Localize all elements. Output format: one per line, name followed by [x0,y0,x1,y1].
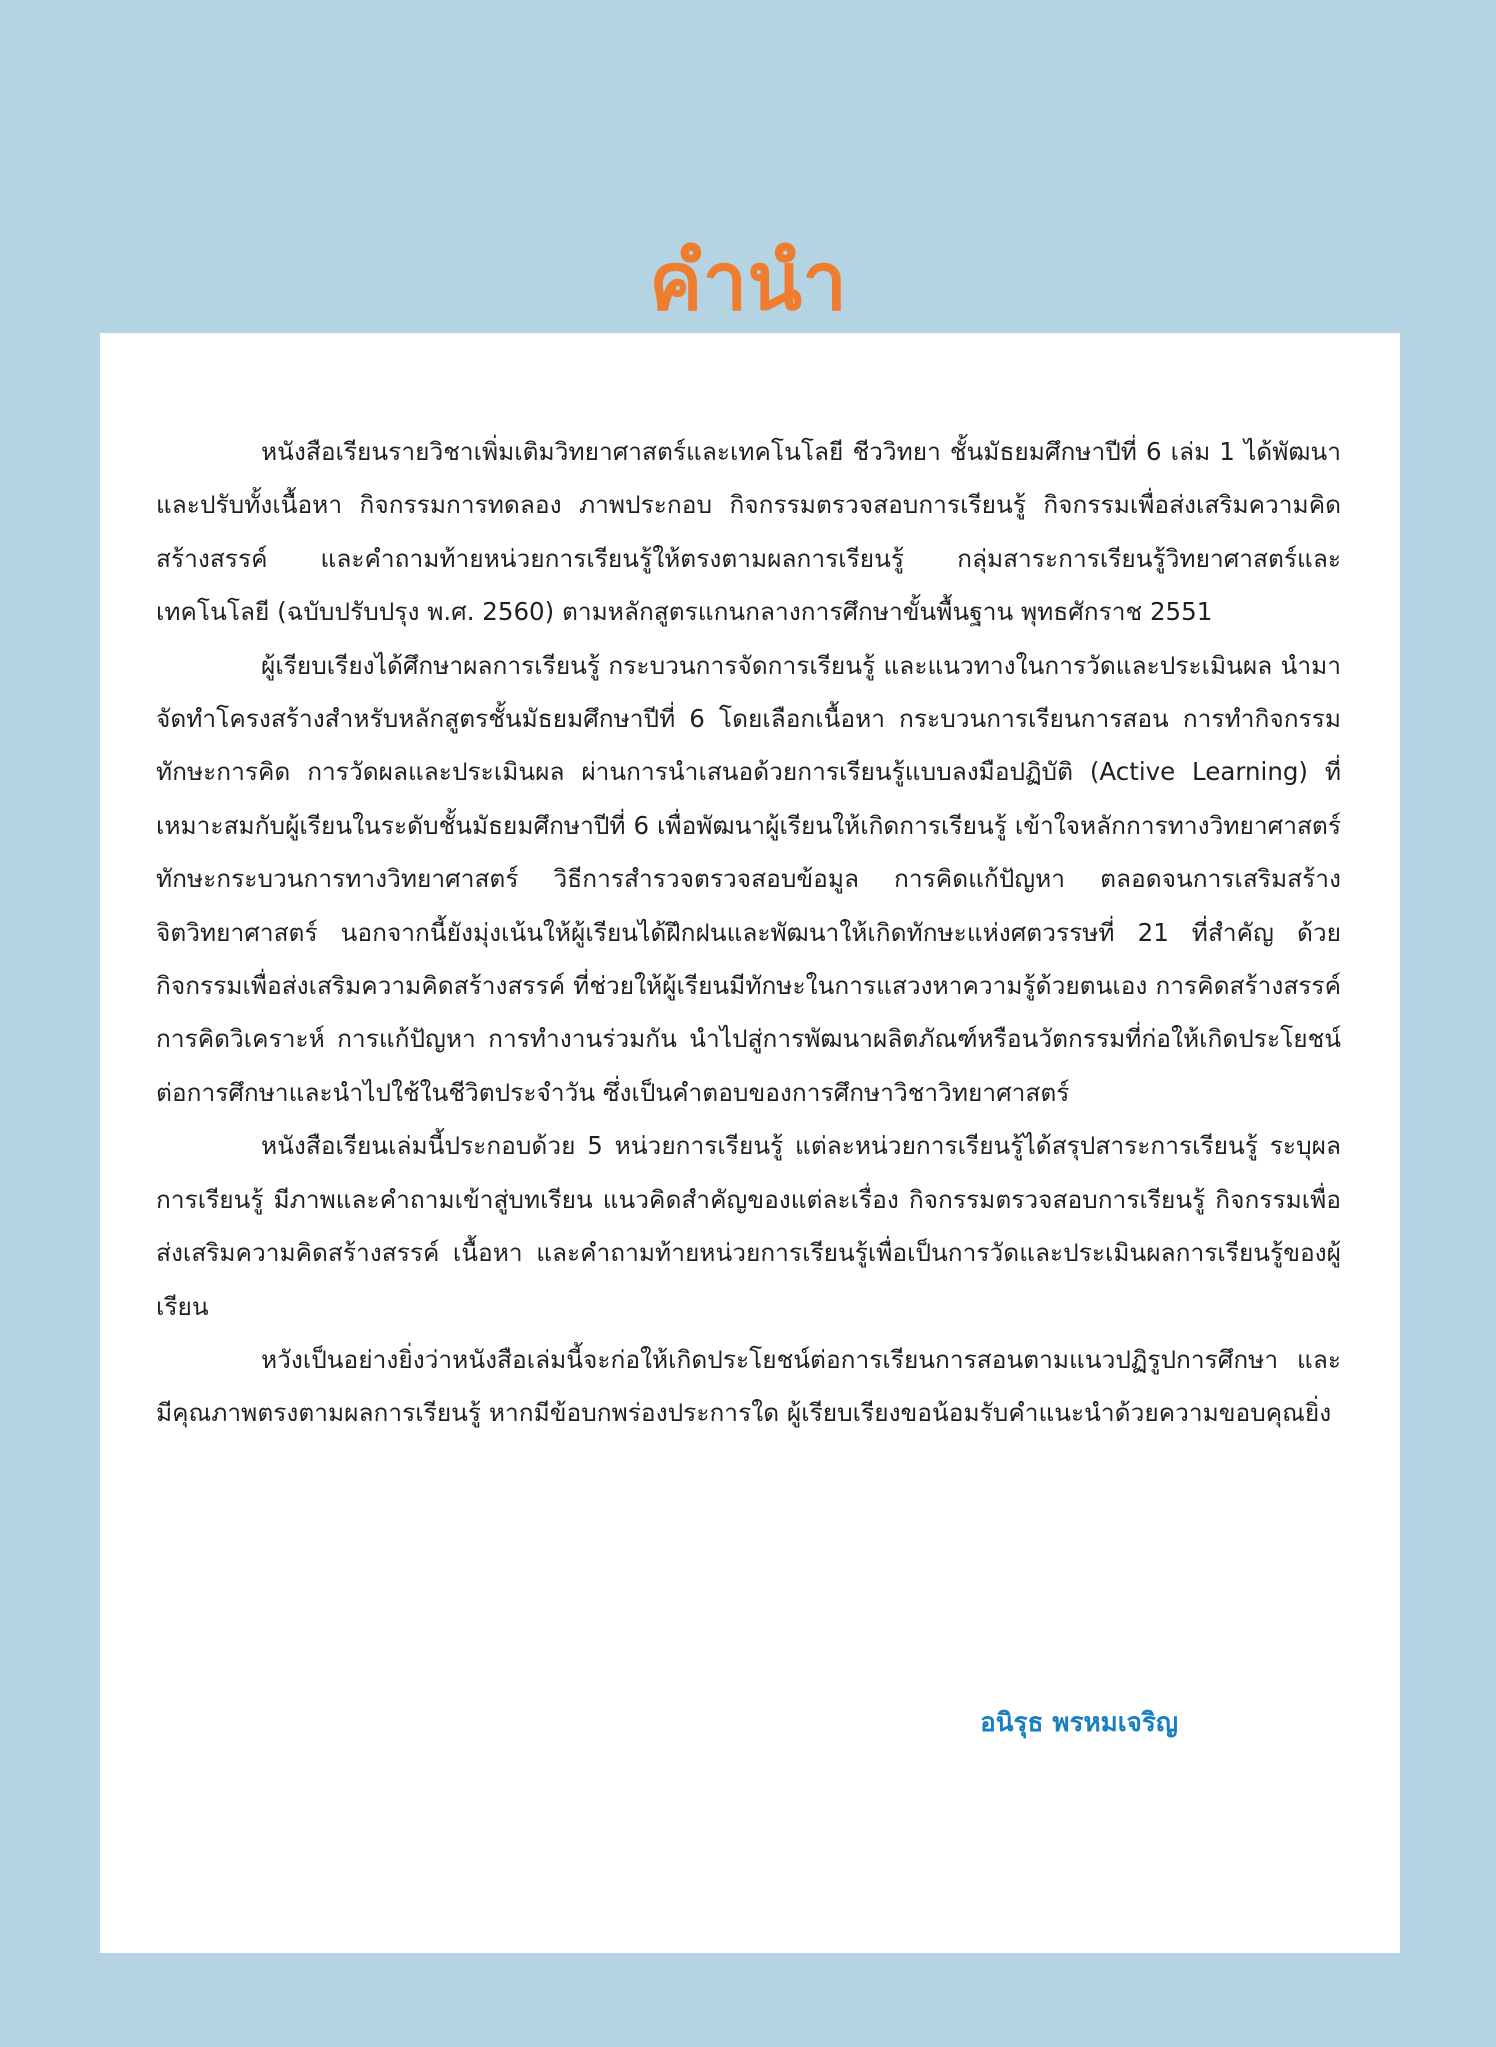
preface-body [156,425,1341,1440]
preface-paragraph-1: หนังสือเรียนรายวิชาเพิ่มเติมวิทยาศาสตร์และเทคโนโลยี ชีววิทยา ชั้นมัธยมศึกษาปีที่ 6 เล่ม 1 ได้พัฒนาและปรับทั้งเนื้อหา กิจกรรมการทดลอง ภาพประกอบ กิจกรรมตรวจสอบการเรียนรู้ กิจกรรมเพื่อส่งเสริมความคิดสร้างสรรค์ และคำถามท้ายหน่วยการเรียนรู้ให้ตรงตามผลการเรียนรู้ กลุ่มสาระการเรียนรู้วิทยาศาสตร์และเทคโนโลยี (ฉบับปรับปรุง พ.ศ. 2560) ตามหลักสูตรแกนกลางการศึกษาขั้นพื้นฐาน พุทธศักราช 2551 [156,437,1341,627]
preface-paragraph-4: หวังเป็นอย่างยิ่งว่าหนังสือเล่มนี้จะก่อให้เกิดประโยชน์ต่อการเรียนการสอนตามแนวปฏิรูปการศึกษา และมีคุณภาพตรงตามผลการเรียนรู้ หากมีข้อบกพร่องประการใด ผู้เรียบเรียงขอน้อมรับคำแนะนำด้วยความขอบคุณยิ่ง [156,1344,1341,1428]
preface-paragraph-2: ผู้เรียบเรียงได้ศึกษาผลการเรียนรู้ กระบวนการจัดการเรียนรู้ และแนวทางในการวัดและประเมินผล นำมาจัดทำโครงสร้างสำหรับหลักสูตรชั้นมัธยมศึกษาปีที่ 6 โดยเลือกเนื้อหา กระบวนการเรียนการสอน การทำกิจกรรม ทักษะการคิด การวัดผลและประเมินผล ผ่านการนำเสนอด้วยการเรียนรู้แบบลงมือปฏิบัติ (Active Learning) ที่เหมาะสมกับผู้เรียนในระดับชั้นมัธยมศึกษาปีที่ 6 เพื่อพัฒนาผู้เรียนให้เกิดการเรียนรู้ เข้าใจหลักการทางวิทยาศาสตร์ ทักษะกระบวนการทางวิทยาศาสตร์ วิธีการสำรวจตรวจสอบข้อมูล การคิดแก้ปัญหา ตลอดจนการเสริมสร้างจิตวิทยาศาสตร์ นอกจากนี้ยังมุ่งเน้นให้ผู้เรียนได้ฝึกฝนและพัฒนาให้เกิดทักษะแห่งศตวรรษที่ 21 ที่สำคัญ ด้วยกิจกรรมเพื่อส่งเสริมความคิดสร้างสรรค์ ที่ช่วยให้ผู้เรียนมีทักษะในการแสวงหาความรู้ด้วยตนเอง การคิดสร้างสรรค์ การคิดวิเคราะห์ การแก้ปัญหา การทำงานร่วมกัน นำไปสู่การพัฒนาผลิตภัณฑ์หรือนวัตกรรมที่ก่อให้เกิดประโยชน์ต่อการศึกษาและนำไปใช้ในชีวิตประจำวัน ซึ่งเป็นคำตอบของการศึกษาวิชาวิทยาศาสตร์ [156,650,1341,1107]
page-title: คำนำ [648,235,848,328]
content-panel [100,333,1400,1953]
author-signature: อนิรุธ พรหมเจริญ [980,1708,1178,1738]
preface-paragraph-3: หนังสือเรียนเล่มนี้ประกอบด้วย 5 หน่วยการเรียนรู้ แต่ละหน่วยการเรียนรู้ได้สรุปสาระการเรียนรู้ ระบุผลการเรียนรู้ มีภาพและคำถามเข้าสู่บทเรียน แนวคิดสำคัญของแต่ละเรื่อง กิจกรรมตรวจสอบการเรียนรู้ กิจกรรมเพื่อส่งเสริมความคิดสร้างสรรค์ เนื้อหา และคำถามท้ายหน่วยการเรียนรู้เพื่อเป็นการวัดและประเมินผลการเรียนรู้ของผู้เรียน [156,1131,1341,1321]
